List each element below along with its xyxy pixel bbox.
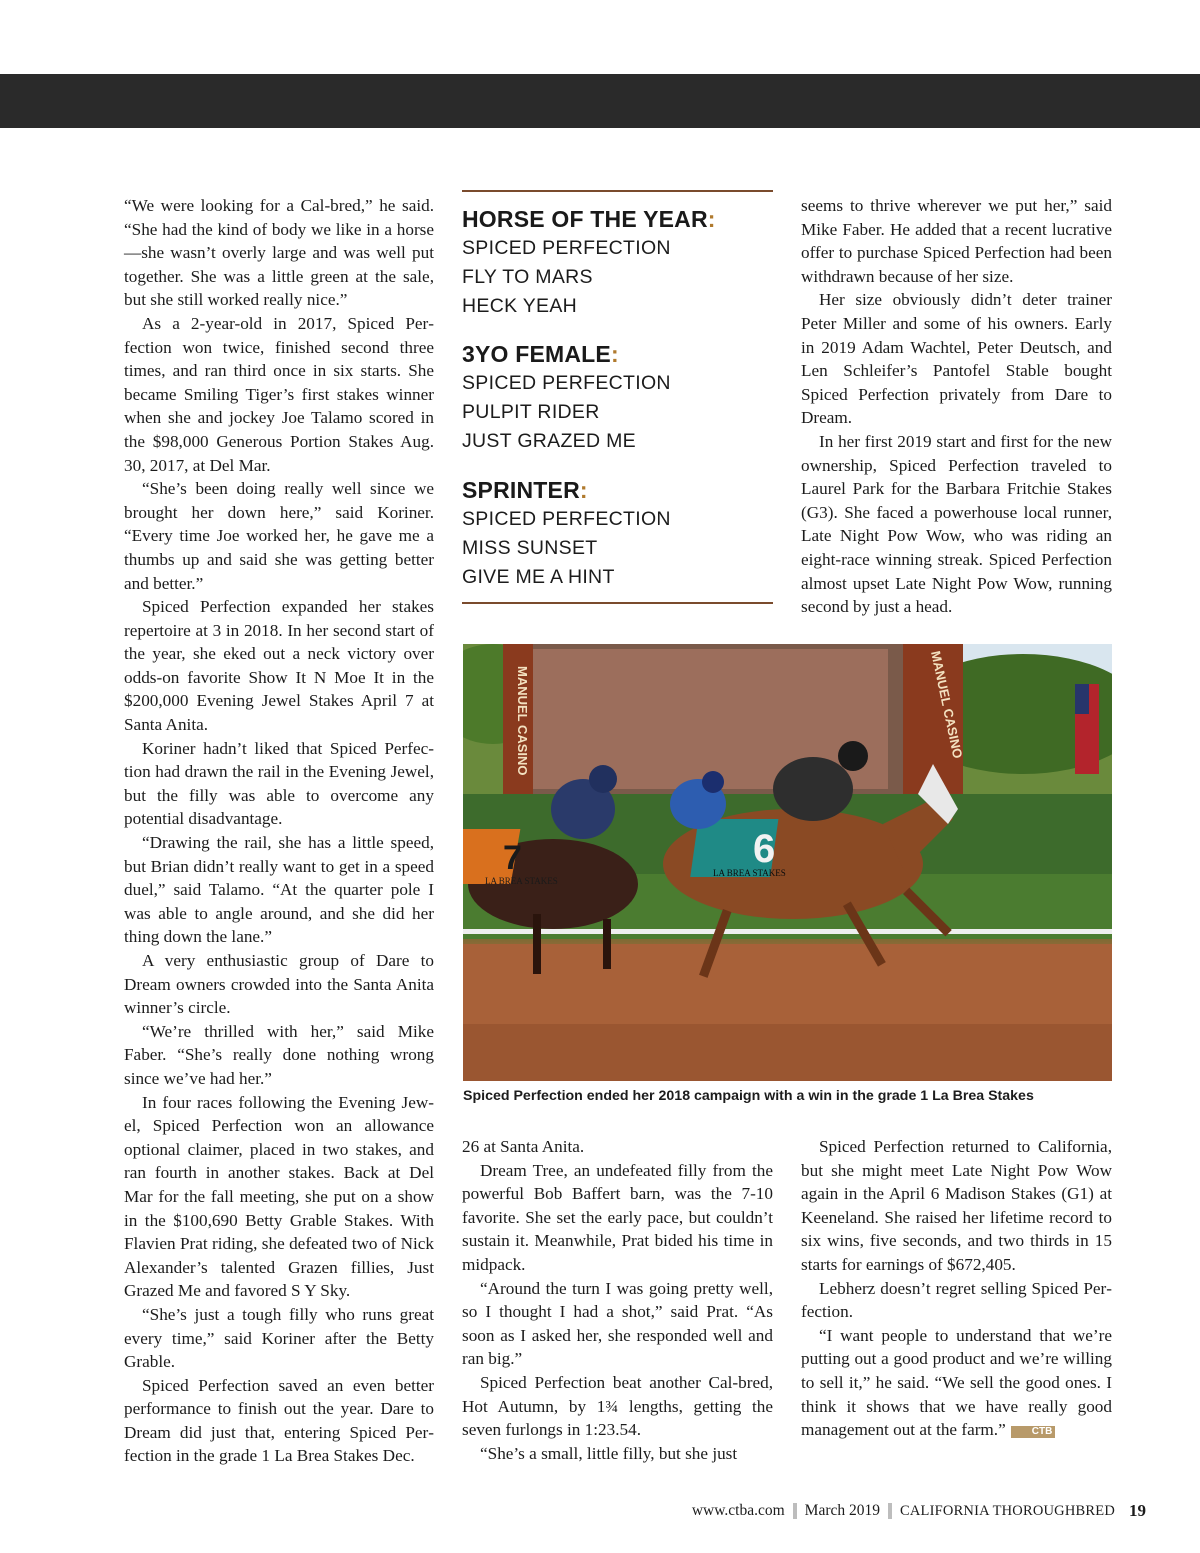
nominee: GIVE ME A HINT bbox=[462, 566, 615, 588]
paragraph: “Drawing the rail, she has a little speed, but Brian didn’t really want to get in a speed duel,” said Talamo. “At the quarter pole I was able to angle around, and she did her thing down the lane.” bbox=[124, 833, 434, 947]
saddlecloth-left-text: LA BREA STAKES bbox=[485, 876, 558, 886]
saddlecloth-left-number: 7 bbox=[503, 839, 522, 877]
race-photo bbox=[463, 644, 1112, 1081]
saddlecloth-right-text: LA BREA STAKES bbox=[713, 868, 786, 878]
nominee: SPICED PERFECTION bbox=[462, 372, 671, 394]
nominee: SPICED PERFECTION bbox=[462, 237, 671, 259]
paragraph: A very enthusiastic group of Dare to Dream owners crowded into the Santa Anita winner’s circle. bbox=[124, 951, 434, 1018]
article-column-1 bbox=[124, 194, 434, 1468]
paragraph: As a 2-year-old in 2017, Spiced Perfection won twice, finished second three times, and ran third once in six starts. She became Smiling Tiger’s first stakes winner when she and jockey Joe Talamo scored in the $98,000 Generous Portion Stakes Aug. 30, 2017, at Del Mar. bbox=[124, 313, 434, 475]
paragraph: Spiced Perfection saved an even better performance to finish out the year. Dare to Dream did just that, entering Spiced Perfection in the grade 1 La Brea Stakes Dec. bbox=[124, 1375, 434, 1466]
paragraph: “She’s a small, little filly, but she just bbox=[480, 1443, 738, 1463]
article-column-3-top bbox=[801, 194, 1112, 619]
paragraph: Spiced Perfection beat another Cal-bred, Hot Autumn, by 1¾ lengths, getting the seven furlongs in 1:23.54. bbox=[462, 1372, 773, 1440]
paragraph: seems to thrive wherever we put her,” said Mike Faber. He added that a recent lucrative offer to purchase Spiced Perfection had been withdrawn because of her size. bbox=[801, 196, 1112, 286]
nominee: HECK YEAH bbox=[462, 295, 578, 317]
award-title: HORSE OF THE YEAR: bbox=[462, 206, 716, 232]
footer-magazine: CALIFORNIA THOROUGHBRED bbox=[900, 1502, 1115, 1519]
paragraph: Spiced Perfection expanded her stakes repertoire at 3 in 2018. In her second start of the year, she eked out a neck victory over odds-on favorite Show It N Moe It in the $200,000 Evening Jewel Stakes April 7 at Santa Anita. bbox=[124, 597, 434, 735]
saddlecloth-number: 6 bbox=[753, 827, 776, 871]
award-3yo-female bbox=[462, 339, 671, 456]
awards-sidebar bbox=[462, 190, 773, 604]
paragraph: “She’s just a tough filly who runs great every time,” said Koriner after the Betty Grable. bbox=[124, 1304, 434, 1372]
paragraph: In four races following the Evening Jewel, Spiced Perfection won an allowance optional claimer, placed in two stakes, and ran fourth in another stakes. Back at Del Mar for the fall meeting, she put on a show in the $100,690 Betty Grable Stakes. With Flavien Prat riding, she defeated two of Nick Alexander’s talented Grazen fillies, Just Grazed Me and favored S Y Sky. bbox=[124, 1092, 434, 1301]
footer-website: www.ctba.com bbox=[691, 1502, 785, 1519]
article-column-3-bottom bbox=[801, 1135, 1112, 1442]
paragraph: Spiced Perfection returned to California, but she might meet Late Night Pow Wow again in the April 6 Madison Stakes (G1) at Keeneland. She raised her lifetime record to six wins, five seconds, and two thirds in 15 starts for earnings of $672,405. bbox=[801, 1137, 1112, 1274]
paragraph: Dream Tree, an undefeated filly from the powerful Bob Baffert barn, was the 7-10 favorite. She set the early pace, but couldn’t sustain it. Meanwhile, Prat bided his time in midpack. bbox=[462, 1160, 773, 1274]
photo-caption: Spiced Perfection ended her 2018 campaign with a win in the grade 1 La Brea Stakes bbox=[463, 1088, 1034, 1104]
top-header-bar bbox=[0, 74, 1200, 128]
page-footer bbox=[692, 1500, 1146, 1522]
paragraph-text: “I want people to understand that we’re putting out a good product and we’re willing to sell it,” he said. “We sell the good ones. I think it shows that we have really good management out at the farm.” bbox=[801, 1325, 1112, 1440]
paragraph: Lebherz doesn’t regret selling Spiced Perfection. bbox=[801, 1278, 1112, 1322]
footer-separator bbox=[793, 1503, 797, 1519]
ctb-end-mark: CTB bbox=[1011, 1426, 1056, 1438]
paragraph: In her first 2019 start and first for the new ownership, Spiced Perfection traveled to Laurel Park for the Barbara Fritchie Stakes (G3). She faced a powerhouse local runner, Late Night Pow Wow, who was riding an eight-race winning streak. Spiced Perfection almost upset Late Night Pow Wow, running second by just a head. bbox=[801, 431, 1112, 617]
footer-issue: March 2019 bbox=[804, 1502, 880, 1519]
award-horse-of-the-year bbox=[462, 204, 716, 321]
nominee: SPICED PERFECTION bbox=[462, 508, 671, 530]
nominee: FLY TO MARS bbox=[462, 266, 593, 288]
paragraph: “Around the turn I was going pretty well, so I thought I had a shot,” said Prat. “As soon as I asked her, she responded well and ran big.” bbox=[462, 1278, 773, 1369]
award-title: 3YO FEMALE: bbox=[462, 341, 619, 367]
award-title: SPRINTER: bbox=[462, 477, 588, 503]
paragraph: 26 at Santa Anita. bbox=[462, 1137, 585, 1156]
paragraph: “We’re thrilled with her,” said Mike Faber. “She’s really done nothing wrong since we’ve had her.” bbox=[124, 1021, 434, 1088]
award-sprinter bbox=[462, 475, 671, 592]
paragraph: “We were looking for a Cal-bred,” he said. “She had the kind of body we like in a horse—she wasn’t overly large and was well put together. She was a little green at the sale, but she still worked really nice.” bbox=[124, 196, 434, 310]
page-number: 19 bbox=[1129, 1501, 1146, 1520]
nominee: MISS SUNSET bbox=[462, 537, 598, 559]
nominee: PULPIT RIDER bbox=[462, 401, 600, 423]
nominee: JUST GRAZED ME bbox=[462, 430, 636, 452]
article-column-2-bottom bbox=[462, 1135, 773, 1465]
sign-right-text: MANUEL CASINO bbox=[928, 649, 966, 760]
paragraph: “She’s been doing really well since we brought her down here,” said Koriner. “Every time Joe worked her, he gave me a thumbs up and said she was getting better and better.” bbox=[124, 479, 434, 593]
paragraph: Koriner hadn’t liked that Spiced Perfection had drawn the rail in the Evening Jewel, but the filly was able to overcome any potential disadvantage. bbox=[124, 738, 434, 829]
sign-left-text: MANUEL CASINO bbox=[515, 666, 530, 776]
paragraph: Her size obviously didn’t deter trainer Peter Miller and some of his owners. Early in 2019 Adam Wachtel, Peter Deutsch, and Len Schleifer’s Pantofel Stable bought Spiced Perfection privately from Dare to Dream. bbox=[801, 290, 1112, 428]
footer-separator bbox=[888, 1503, 892, 1519]
paragraph bbox=[801, 1324, 1112, 1442]
